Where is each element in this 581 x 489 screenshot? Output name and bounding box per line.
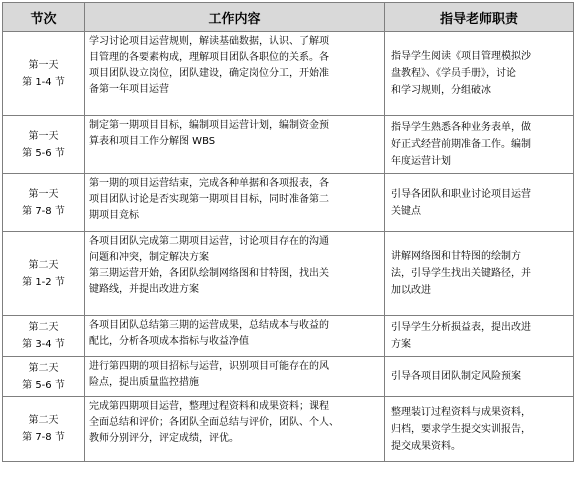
- work-content-line: 问题和冲突，制定解决方案: [89, 252, 209, 263]
- session-cell: [3, 397, 85, 462]
- teacher-duty-line: 归档，要求学生提交实训报告，: [391, 423, 531, 435]
- header-work-content: 工作内容: [85, 3, 385, 32]
- teacher-duty-line: 整理装订过程资料与成果资料，: [391, 406, 531, 418]
- teacher-duty-line: 指导学生熟悉各种业务表单，做: [391, 122, 531, 133]
- session-periods: 第 1-4 节: [22, 76, 65, 88]
- work-content-cell: [85, 397, 385, 462]
- work-content-line: 键路线，并提出改进方案: [89, 284, 199, 295]
- teacher-duty-cell: [385, 357, 574, 397]
- teacher-duty-cell: [385, 397, 574, 462]
- teacher-duty-line: 提交成果资料。: [391, 440, 461, 452]
- teacher-duty-line: 和学习规则，分组破冰: [391, 85, 491, 96]
- header-session: 节次: [3, 3, 85, 32]
- work-content-cell: [85, 316, 385, 357]
- teacher-duty-line: 关键点: [391, 205, 421, 217]
- session-day: 第一天: [28, 59, 59, 71]
- work-content-line: 险点，提出质量监控措施: [89, 377, 199, 388]
- teacher-duty-line: 指导学生阅读《项目管理模拟沙: [391, 51, 531, 62]
- table-row: [3, 232, 574, 316]
- teacher-duty-cell: [385, 174, 574, 232]
- work-content-line: 第三期运营开始，各团队绘制网络图和甘特图，找出关: [89, 268, 329, 279]
- teacher-duty-line: 盘教程》、《学员手册》，讨论: [391, 68, 516, 79]
- session-cell: [3, 232, 85, 316]
- work-content-line: 第一期的项目运营结束，完成各种单据和各项报表，各: [89, 178, 329, 189]
- work-content-line: 制定第一期项目目标，编制项目运营计划，编制资金预: [89, 120, 329, 131]
- teacher-duty-line: 引导各项目团队制定风险预案: [391, 371, 521, 382]
- session-day: 第二天: [28, 362, 59, 374]
- session-day: 第一天: [28, 188, 59, 200]
- work-content-line: 配比，分析各项成本指标与收益净值: [89, 336, 249, 347]
- table-row: [3, 397, 574, 462]
- table-row: [3, 316, 574, 357]
- session-cell: [3, 357, 85, 397]
- schedule-table: [2, 2, 574, 462]
- teacher-duty-cell: [385, 232, 574, 316]
- work-content-line: 算表和项目工作分解图 WBS: [89, 136, 216, 147]
- teacher-duty-line: 年度运营计划: [391, 156, 451, 167]
- teacher-duty-line: 法，引导学生找出关键路径，并: [391, 268, 531, 279]
- teacher-duty-cell: [385, 32, 574, 116]
- session-cell: [3, 32, 85, 116]
- work-content-line: 项目团队讨论是否实现第一期项目目标，同时准备第二: [89, 194, 329, 205]
- teacher-duty-line: 讲解网络图和甘特图的绘制方: [391, 251, 521, 262]
- work-content-line: 期项目竞标: [89, 210, 139, 221]
- session-day: 第一天: [28, 130, 59, 142]
- session-cell: [3, 316, 85, 357]
- table-row: [3, 174, 574, 232]
- teacher-duty-line: 好正式经营前期准备工作。编制: [391, 139, 531, 150]
- session-day: 第二天: [28, 259, 59, 271]
- session-periods: 第 7-8 节: [22, 205, 65, 217]
- session-day: 第二天: [28, 322, 59, 333]
- table-row: [3, 357, 574, 397]
- session-day: 第二天: [28, 415, 59, 426]
- teacher-duty-line: 引导各团队和职业讨论项目运营: [391, 188, 531, 200]
- work-content-line: 进行第四期的项目招标与运营，识别项目可能存在的风: [89, 361, 329, 372]
- header-teacher-duty: 指导老师职责: [385, 3, 574, 32]
- work-content-line: 项目团队设立岗位，团队建设，确定岗位分工，开始准: [89, 68, 329, 79]
- work-content-cell: [85, 357, 385, 397]
- table-body: [3, 32, 574, 462]
- work-content-cell: [85, 232, 385, 316]
- work-content-line: 目管理的各要素构成，理解项目团队各职位的关系。各: [89, 52, 329, 63]
- work-content-line: 各项目团队完成第二期项目运营，讨论项目存在的沟通: [89, 236, 329, 247]
- work-content-line: 教师分别评分，评定成绩，评优。: [89, 433, 239, 444]
- teacher-duty-line: 引导学生分析损益表，提出改进: [391, 322, 531, 333]
- session-cell: [3, 116, 85, 174]
- teacher-duty-cell: [385, 116, 574, 174]
- teacher-duty-cell: [385, 316, 574, 357]
- session-periods: 第 3-4 节: [22, 339, 65, 350]
- teacher-duty-line: 加以改进: [391, 285, 431, 296]
- work-content-line: 各项目团队总结第三期的运营成果，总结成本与收益的: [89, 320, 329, 331]
- teacher-duty-line: 方案: [391, 339, 411, 350]
- work-content-line: 完成第四期项目运营，整理过程资料和成果资料；课程: [89, 401, 329, 412]
- session-periods: 第 5-6 节: [22, 147, 65, 159]
- table-row: [3, 32, 574, 116]
- work-content-cell: [85, 116, 385, 174]
- work-content-cell: [85, 174, 385, 232]
- table-row: [3, 116, 574, 174]
- session-cell: [3, 174, 85, 232]
- header-row: [3, 3, 574, 32]
- work-content-cell: [85, 32, 385, 116]
- work-content-line: 学习讨论项目运营规则，解读基础数据，认识、了解项: [89, 36, 329, 47]
- work-content-line: 全面总结和评价；各团队全面总结与评价，团队、个人、: [89, 417, 339, 428]
- session-periods: 第 5-6 节: [22, 379, 65, 391]
- session-periods: 第 1-2 节: [22, 276, 65, 288]
- work-content-line: 备第一年项目运营: [89, 84, 169, 95]
- session-periods: 第 7-8 节: [22, 432, 65, 443]
